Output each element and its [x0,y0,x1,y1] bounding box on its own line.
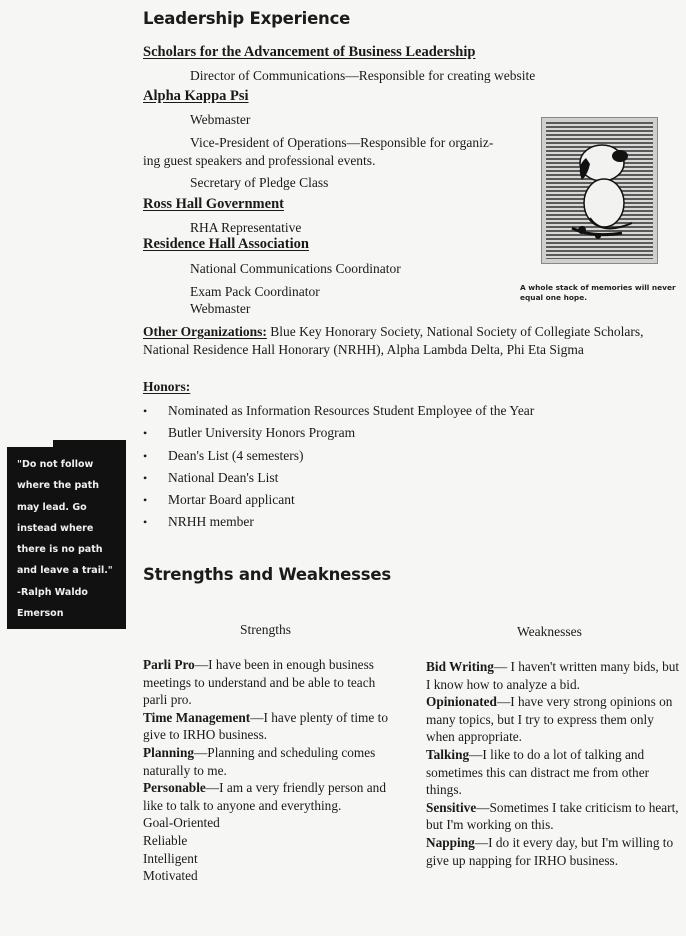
weakness-text: —I like to do a lot of talking and sometimes this can distract me from other things. [426,746,650,798]
strength-text: —I have plenty of time to give to IRHO business. [143,709,388,743]
list-item: • Butler University Honors Program [143,422,603,444]
trait-item: Goal-Oriented [143,815,220,831]
strength-item [143,744,393,779]
quote-author: -Ralph Waldo Emerson [17,586,88,620]
weakness-text: — I haven't written many bids, but I know how to analyze a bid. [426,659,680,692]
weakness-item [426,834,682,869]
org-akp: Alpha Kappa Psi [143,88,249,104]
weakness-item [426,799,682,834]
strength-title: Planning [143,744,194,760]
weakness-title: Bid Writing [426,659,494,674]
weakness-text: —I have very strong opinions on many topics, but I try to express them only when appropriate. [426,694,673,745]
akp-role-secretary: Secretary of Pledge Class [190,175,329,190]
akp-role-vp-line1: Vice-President of Operations—Responsible for organiz- [190,135,494,150]
weakness-text: —I do it every day, but I'm willing to give up napping for IRHO business. [426,834,674,868]
strength-text: —I am a very friendly person and like to talk to anyone and everything. [143,780,386,813]
snoopy-illustration-icon [542,118,657,263]
photo-caption: A whole stack of memories will never equal one hope. [520,283,676,302]
rhg-role: RHA Representative [190,220,302,235]
other-organizations-text: Blue Key Honorary Society, National Society of Collegiate Scholars, National Residence Hall Honorary (NRHH), Alpha Lambda Delta, Phi Eta Sigma [143,324,644,357]
trait-item: Motivated [143,868,198,884]
rha-role-ncc: National Communications Coordinator [190,261,401,276]
other-organizations [143,323,668,359]
strength-item [143,656,393,709]
org-rha: Residence Hall Association [143,236,309,252]
weakness-item [426,658,682,693]
weakness-title: Napping [426,834,475,850]
strength-title: Parli Pro [143,657,195,672]
honors-list [143,400,603,534]
strength-text: —I have been in enough business meetings to understand and be able to teach parli pro. [143,657,376,708]
weakness-title: Sensitive [426,799,477,815]
trait-item: Reliable [143,832,188,848]
strengths-heading: Strengths [240,622,292,637]
weakness-item [426,693,682,746]
weakness-title: Talking [426,746,470,762]
honors-heading: Honors: [143,379,191,394]
strength-title: Personable [143,780,206,796]
leadership-heading: Leadership Experience [143,9,351,28]
sabl-role: Director of Communications—Responsible for creating website [190,68,536,83]
strength-title: Time Management [143,709,251,725]
strength-item [143,709,393,744]
strength-text: —Planning and scheduling comes naturally to me. [143,744,376,778]
sw-heading: Strengths and Weaknesses [143,565,391,584]
list-item: • National Dean's List [143,467,603,489]
snoopy-photo [541,117,658,264]
trait-item: Intelligent [143,850,198,866]
akp-role-webmaster: Webmaster [190,112,251,127]
akp-role-vp-line2: ing guest speakers and professional events. [143,153,376,168]
weaknesses-column [426,658,682,869]
weaknesses-heading: Weaknesses [517,624,582,639]
org-sabl: Scholars for the Advancement of Business Leadership [143,44,476,60]
other-organizations-label: Other Organizations: [143,324,267,339]
list-item: • Nominated as Information Resources Student Employee of the Year [143,400,603,422]
weakness-title: Opinionated [426,694,497,710]
quote-box [7,447,126,629]
rha-role-exam: Exam Pack Coordinator [190,284,320,299]
strength-item [143,779,393,814]
strengths-column [143,656,393,885]
quote-text: "Do not follow where the path may lead. Go instead where there is no path and leave a trail." [17,459,113,577]
list-item: • Mortar Board applicant [143,489,603,511]
weakness-text: —Sometimes I take criticism to heart, but I'm working on this. [426,799,679,833]
weakness-item [426,746,682,799]
rha-role-webmaster: Webmaster [190,301,251,316]
list-item: • Dean's List (4 semesters) [143,445,603,467]
org-rhg: Ross Hall Government [143,196,284,212]
list-item: • NRHH member [143,511,603,533]
